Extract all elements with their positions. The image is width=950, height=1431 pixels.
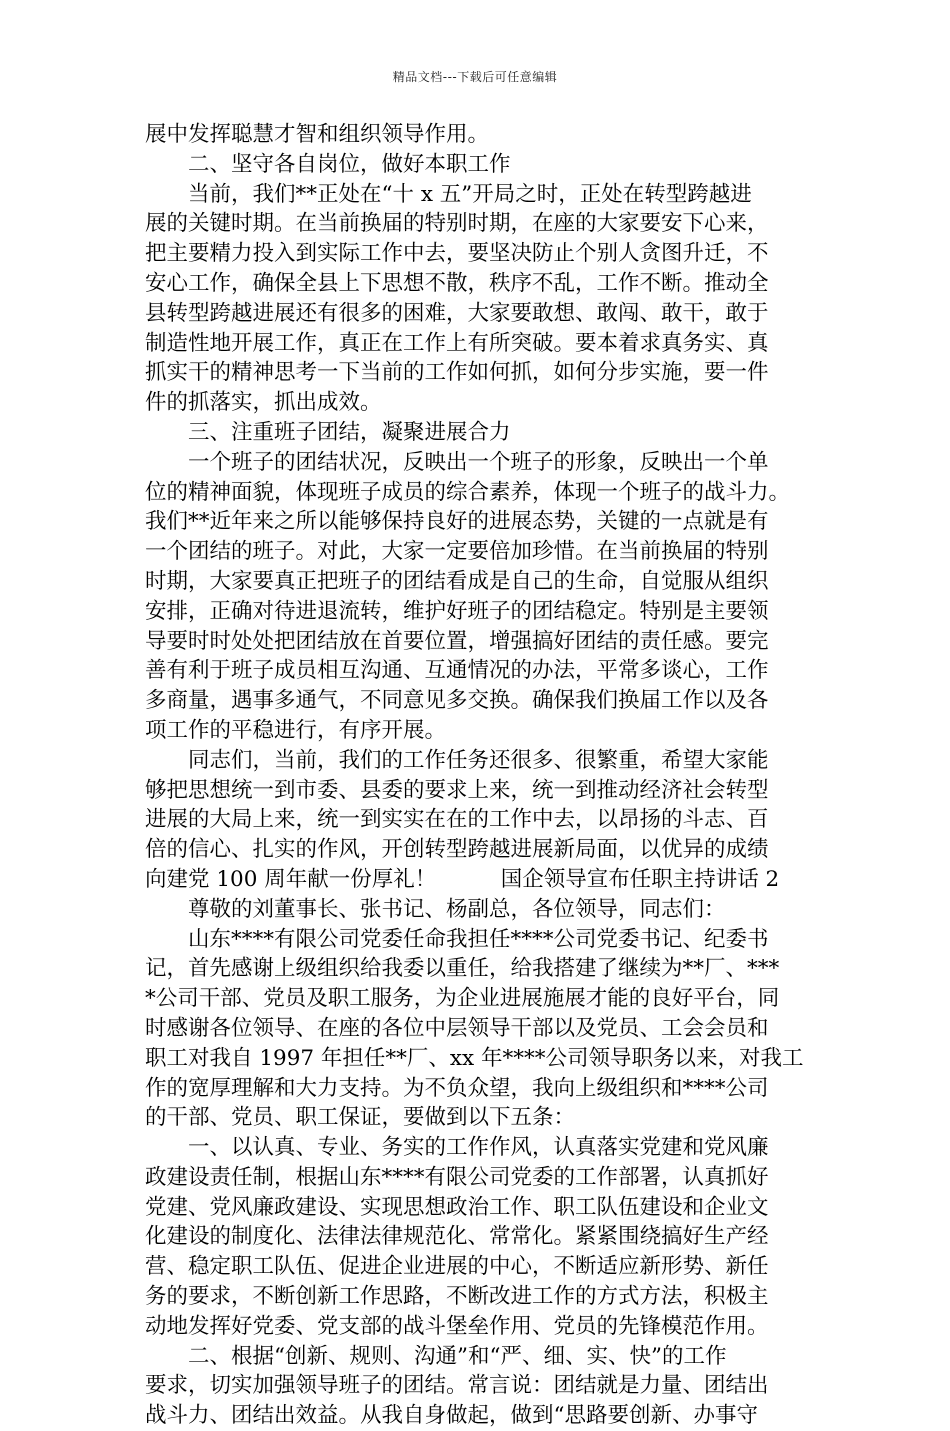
text-line: 善有利于班子成员相互沟通、互通情况的办法，平常多谈心，工作 <box>145 658 769 684</box>
text-line: 营、稳定职工队伍、促进企业进展的中心，不断适应新形势、新任 <box>145 1254 769 1280</box>
text-line: 作的宽厚理解和大力支持。为不负众望，我向上级组织和****公司 <box>145 1075 769 1101</box>
text-line: 化建设的制度化、法律法律规范化、常常化。紧紧围绕搞好生产经 <box>145 1224 769 1250</box>
text-line: 二、根据“创新、规则、沟通”和“严、细、实、快”的工作 <box>145 1343 727 1369</box>
text-line: 一个团结的班子。对此，大家一定要倍加珍惜。在当前换届的特别 <box>145 539 769 565</box>
text-line: 职工对我自 1997 年担任**厂、xx 年****公司领导职务以来，对我工 <box>145 1045 804 1071</box>
text-line: 一个班子的团结状况，反映出一个班子的形象，反映出一个单 <box>145 449 769 475</box>
text-line: 安排，正确对待进退流转，维护好班子的团结稳定。特别是主要领 <box>145 598 769 624</box>
text-line: 够把思想统一到市委、县委的要求上来，统一到推动经济社会转型 <box>145 777 769 803</box>
document-body <box>145 120 845 1431</box>
text-line: 同志们，当前，我们的工作任务还很多、很繁重，希望大家能 <box>145 747 769 773</box>
text-line: 安心工作，确保全县上下思想不散，秩序不乱，工作不断。推动全 <box>145 270 769 296</box>
text-line: *公司干部、党员及职工服务，为企业进展施展才能的良好平台，同 <box>145 986 780 1012</box>
text-line: 向建党 100 周年献一份厚礼！ 国企领导宣布任职主持讲话 2 <box>145 866 780 892</box>
text-line: 导要时时处处把团结放在首要位置，增强搞好团结的责任感。要完 <box>145 628 769 654</box>
text-line: 展的关键时期。在当前换届的特别时期，在座的大家要安下心来， <box>145 211 769 237</box>
text-line: 记，首先感谢上级组织给我委以重任，给我搭建了继续为**厂、*** <box>145 956 780 982</box>
text-line: 战斗力、团结出效益。从我自身做起，做到“思路要创新、办事守 <box>145 1403 758 1429</box>
text-line: 项工作的平稳进行，有序开展。 <box>145 717 447 743</box>
text-line: 展中发挥聪慧才智和组织领导作用。 <box>145 122 490 147</box>
text-line: 位的精神面貌，体现班子成员的综合素养，体现一个班子的战斗力。 <box>145 479 791 505</box>
text-line: 抓实干的精神思考一下当前的工作如何抓，如何分步实施，要一件 <box>145 360 769 386</box>
text-line: 时期，大家要真正把班子的团结看成是自己的生命，自觉服从组织 <box>145 568 769 594</box>
text-line: 尊敬的刘董事长、张书记、杨副总，各位领导，同志们： <box>145 896 726 922</box>
text-line: 一、以认真、专业、务实的工作作风，认真落实党建和党风廉 <box>145 1135 769 1161</box>
text-line: 党建、党风廉政建设、实现思想政治工作、职工队伍建设和企业文 <box>145 1194 769 1220</box>
text-line: 多商量，遇事多通气，不同意见多交换。确保我们换届工作以及各 <box>145 688 769 714</box>
text-line: 二、坚守各自岗位，做好本职工作 <box>145 151 511 177</box>
text-line: 我们**近年来之所以能够保持良好的进展态势，关键的一点就是有 <box>145 509 769 535</box>
text-line: 制造性地开展工作，真正在工作上有所突破。要本着求真务实、真 <box>145 330 769 356</box>
text-line: 把主要精力投入到实际工作中去，要坚决防止个别人贪图升迁，不 <box>145 241 769 267</box>
text-line: 当前，我们**正处在“十 x 五”开局之时，正处在转型跨越进 <box>145 181 752 207</box>
text-line: 倍的信心、扎实的作风，开创转型跨越进展新局面，以优异的成绩 <box>145 837 769 863</box>
text-line: 务的要求，不断创新工作思路，不断改进工作的方式方法，积极主 <box>145 1284 769 1310</box>
text-line: 三、注重班子团结，凝聚进展合力 <box>145 419 511 445</box>
text-line: 政建设责任制，根据山东****有限公司党委的工作部署，认真抓好 <box>145 1164 769 1190</box>
text-line: 进展的大局上来，统一到实实在在的工作中去，以昂扬的斗志、百 <box>145 807 769 833</box>
text-line: 要求，切实加强领导班子的团结。常言说：团结就是力量、团结出 <box>145 1373 769 1399</box>
text-line: 件的抓落实，抓出成效。 <box>145 390 382 416</box>
text-line: 县转型跨越进展还有很多的困难，大家要敢想、敢闯、敢干，敢于 <box>145 300 769 326</box>
text-line: 山东****有限公司党委任命我担任****公司党委书记、纪委书 <box>145 926 769 952</box>
text-line: 动地发挥好党委、党支部的战斗堡垒作用、党员的先锋模范作用。 <box>145 1313 769 1339</box>
text-line: 时感谢各位领导、在座的各位中层领导干部以及党员、工会会员和 <box>145 1015 769 1041</box>
page-header: 精品文档---下载后可任意编辑 <box>392 70 558 84</box>
text-line: 的干部、党员、职工保证，要做到以下五条： <box>145 1105 576 1131</box>
